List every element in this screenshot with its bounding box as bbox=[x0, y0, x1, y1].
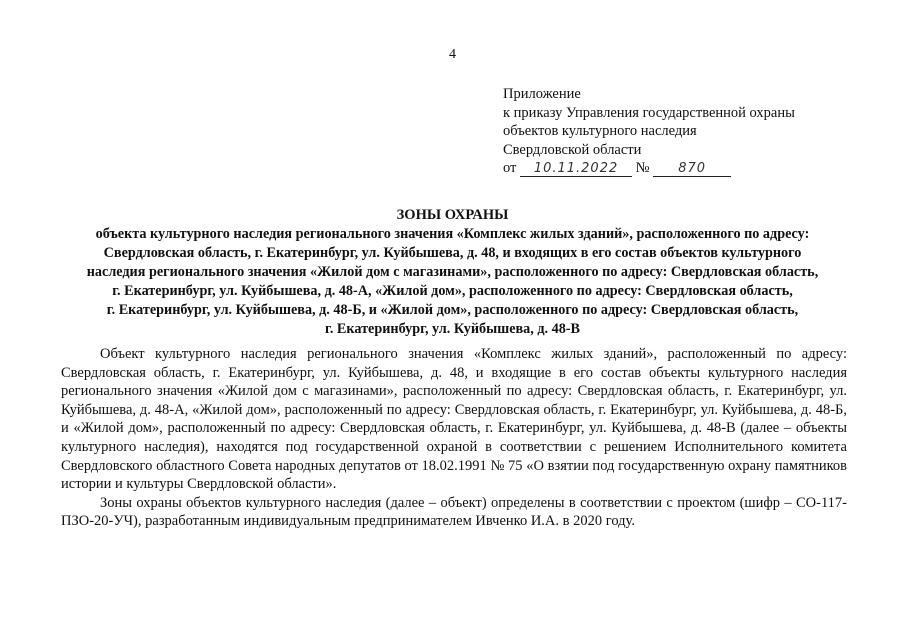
order-date-number-row bbox=[503, 159, 883, 178]
appendix-block bbox=[503, 85, 883, 178]
body-paragraph: Объект культурного наследия регионального значения «Комплекс жилых зданий», расположенный по адресу: Свердловская область, г. Екатеринбург, ул. Куйбышева, д. 48, и входящие в его состав объекты культурного наследия регионального значения «Жилой дом с магазинами», расположенный по адресу: Свердловская область, г. Екатеринбург, ул. Куйбышева, д. 48-А, «Жилой дом», расположенный по адресу: Свердловская область, г. Екатеринбург, ул. Куйбышева, д. 48-Б, и «Жилой дом», расположенный по адресу: Свердловская область, г. Екатеринбург, ул. Куйбышева, д. 48-В (далее – объекты культурного наследия), находятся под государственной охраной в соответствии с решением Исполнительного комитета Свердловского областного Совета народных депутатов от 18.02.1991 № 75 «О взятии под государственную охрану памятников истории и культуры Свердловской области». bbox=[61, 346, 847, 493]
appendix-line: Свердловской области bbox=[503, 141, 642, 158]
number-sign: № bbox=[635, 160, 650, 176]
title-line: г. Екатеринбург, ул. Куйбышева, д. 48-Б, и «Жилой дом», расположенного по адресу: Свердловская область, bbox=[106, 302, 799, 318]
page-number: 4 bbox=[449, 47, 456, 62]
handwritten-date: 10.11.2022 bbox=[520, 161, 632, 177]
appendix-line: Приложение bbox=[503, 86, 581, 102]
title-line: объекта культурного наследия регионального значения «Комплекс жилых зданий», расположенного по адресу: bbox=[95, 226, 810, 242]
title-line: г. Екатеринбург, ул. Куйбышева, д. 48-А, «Жилой дом», расположенного по адресу: Свердловская область, bbox=[112, 283, 793, 299]
appendix-line: объектов культурного наследия bbox=[503, 123, 697, 139]
title-line: г. Екатеринбург, ул. Куйбышева, д. 48-В bbox=[325, 321, 580, 337]
body-paragraph: Зоны охраны объектов культурного наследия (далее – объект) определены в соответствии с проектом (шифр – СО-117-ПЗО-20-УЧ), разработанным индивидуальным предпринимателем Ивченко И.А. в 2020 году. bbox=[61, 494, 847, 530]
title-line: Свердловская область, г. Екатеринбург, ул. Куйбышева, д. 48, и входящих в его состав объектов культурного bbox=[103, 245, 802, 261]
title-heading: ЗОНЫ ОХРАНЫ bbox=[396, 207, 509, 223]
document-title bbox=[60, 206, 845, 339]
handwritten-number: 870 bbox=[653, 161, 731, 177]
body-text bbox=[61, 345, 847, 531]
title-line: наследия регионального значения «Жилой дом с магазинами», расположенного по адресу: Свердловская область, bbox=[86, 264, 819, 280]
date-prefix: от bbox=[503, 160, 517, 176]
appendix-line: к приказу Управления государственной охраны bbox=[503, 104, 795, 121]
